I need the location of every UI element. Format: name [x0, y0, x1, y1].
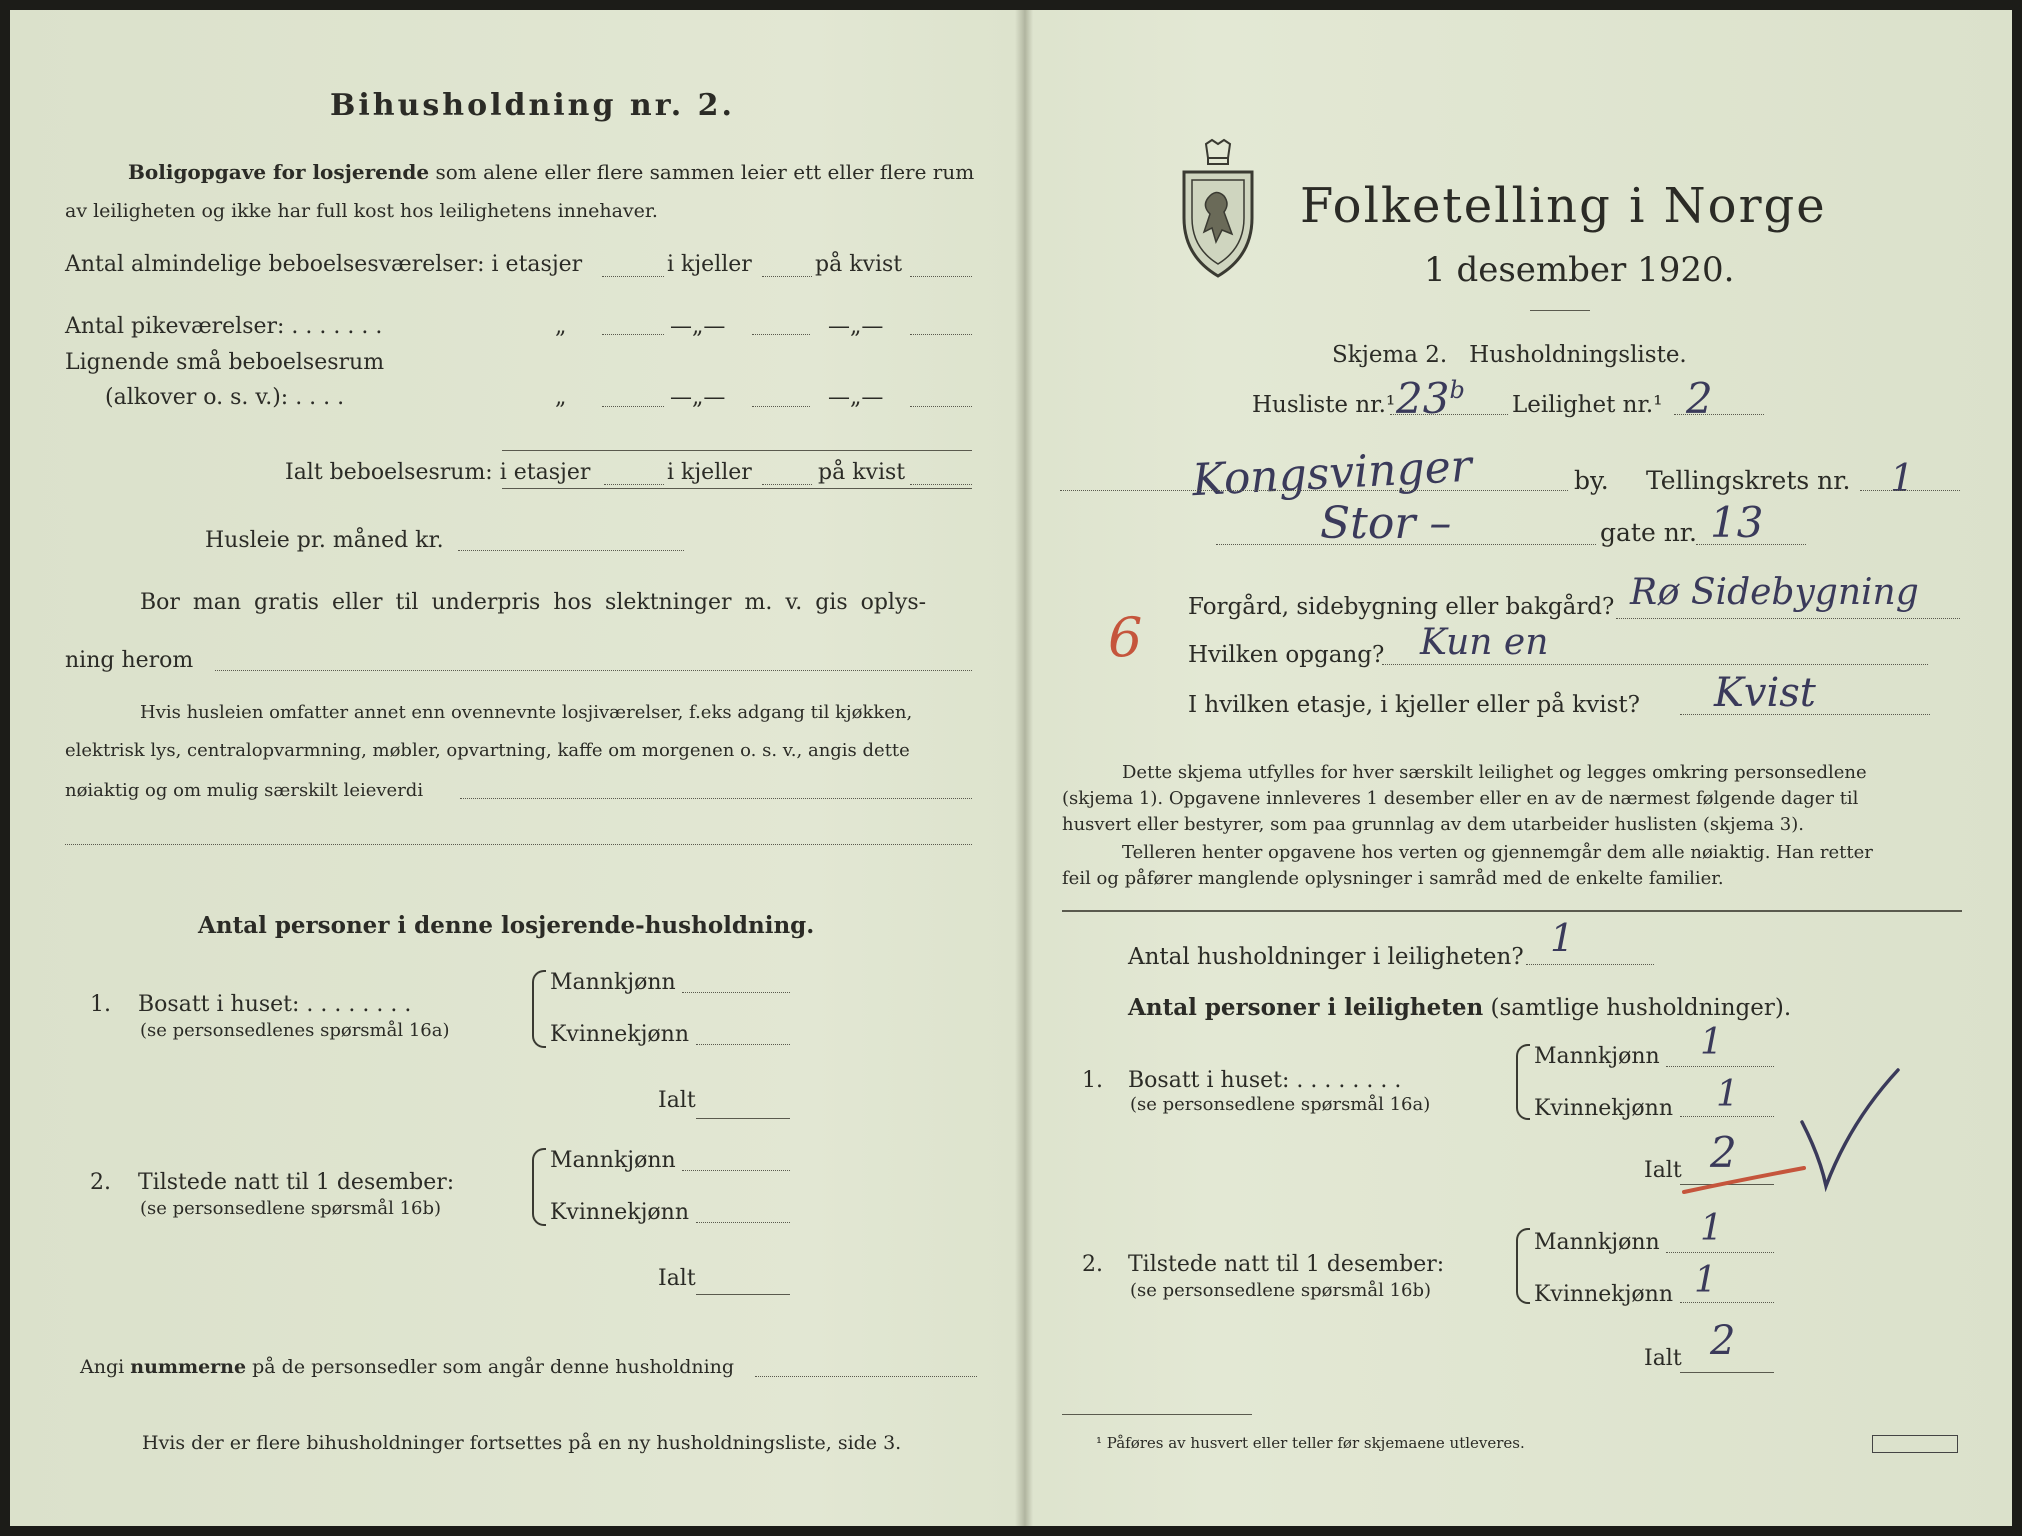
margin-mark: 6: [1108, 606, 1143, 669]
right-q2-ialt: Ialt: [1644, 1346, 1682, 1371]
by-label: by.: [1574, 466, 1609, 495]
left-q2-number: 2.: [90, 1170, 111, 1195]
etasje-label: I hvilken etasje, i kjeller eller på kvist?: [1188, 692, 1640, 718]
antal-husholdninger-label: Antal husholdninger i leiligheten?: [1128, 944, 1524, 970]
by-value: Kongsvinger: [1190, 440, 1473, 507]
husliste-sup: b: [1449, 376, 1465, 404]
opgang-label: Hvilken opgang?: [1188, 642, 1385, 668]
info-line5: feil og påfører manglende oplysninger i samråd med de enkelte familier.: [1062, 868, 1724, 889]
info-line1: Dette skjema utfylles for hver særskilt leilighet og legges omkring personsedlene: [1122, 762, 1867, 783]
pike-ditto: „: [555, 314, 567, 339]
gate-nr-value: 13: [1710, 498, 1764, 547]
rooms-label: Antal almindelige beboelsesværelser: i etasjer: [65, 252, 583, 277]
right-personer-heading: [1128, 994, 1791, 1021]
husliste-value: [1396, 374, 1465, 423]
right-q1-sub: (se personsedlene spørsmål 16a): [1130, 1094, 1431, 1115]
hvis-line1: Hvis husleien omfatter annet enn ovennevnte losjiværelser, f.eks adgang til kjøkken,: [140, 702, 913, 723]
left-intro-line1: [128, 160, 974, 184]
right-date: 1 desember 1920.: [1424, 250, 1735, 290]
leilighet-label: Leilighet nr.¹: [1512, 392, 1663, 418]
right-q2-kvinne-value: 1: [1694, 1260, 1717, 1301]
angi-pre: Angi: [80, 1356, 125, 1378]
antal-husholdninger-value: 1: [1550, 916, 1575, 960]
right-personer-bold: Antal personer i leiligheten: [1128, 994, 1484, 1021]
rooms-kvist: på kvist: [815, 252, 903, 277]
forgaard-label: Forgård, sidebygning eller bakgård?: [1188, 594, 1615, 620]
right-q2-number: 2.: [1082, 1252, 1103, 1277]
ialt-rooms-label: Ialt beboelsesrum: i etasjer: [285, 460, 591, 485]
krets-value: 1: [1890, 456, 1915, 500]
lignende-line1: Lignende små beboelsesrum: [65, 350, 385, 375]
right-q2-ialt-value: 2: [1710, 1318, 1736, 1364]
hvis-line2: elektrisk lys, centralopvarmning, møbler, opvartning, kaffe om morgenen o. s. v., angis dette: [65, 740, 910, 761]
checkmark-icon: [1790, 1062, 1910, 1192]
pike-ditto-3: —„—: [828, 314, 884, 339]
rooms-kjeller: i kjeller: [667, 252, 752, 277]
lignende-line2: (alkover o. s. v.): . . . .: [105, 385, 345, 410]
angi-bold: nummerne: [130, 1356, 247, 1378]
right-q1-label: Bosatt i huset: . . . . . . . .: [1128, 1068, 1402, 1093]
right-q1-mann-value: 1: [1700, 1022, 1723, 1063]
right-q2-mann: Mannkjønn: [1534, 1230, 1660, 1255]
angi-post: på de personsedler som angår denne husholdning: [252, 1356, 735, 1378]
right-q2-mann-value: 1: [1700, 1208, 1723, 1249]
left-intro-rest1: som alene eller flere sammen leier ett eller flere rum: [435, 160, 975, 184]
right-q2-kvinne: Kvinnekjønn: [1534, 1282, 1673, 1307]
pike-ditto-2: —„—: [670, 314, 726, 339]
info-line4: Telleren henter opgavene hos verten og gjennemgår dem alle nøiaktig. Han retter: [1122, 842, 1873, 863]
left-q2-kvinne: Kvinnekjønn: [550, 1200, 689, 1225]
lignende-ditto: „: [555, 385, 567, 410]
forgaard-value: Rø Sidebygning: [1630, 572, 1919, 613]
pike-label: Antal pikeværelser: . . . . . . .: [65, 314, 383, 339]
right-q1-number: 1.: [1082, 1068, 1103, 1093]
right-personer-rest: (samtlige husholdninger).: [1490, 995, 1792, 1021]
left-q1-label: Bosatt i huset: . . . . . . . .: [138, 992, 412, 1017]
left-q1-ialt: Ialt: [658, 1088, 696, 1113]
right-q1-mann: Mannkjønn: [1534, 1044, 1660, 1069]
census-form-sheet: [10, 10, 2012, 1526]
left-title: Bihusholdning nr. 2.: [330, 88, 735, 123]
husliste-number: 23: [1396, 374, 1450, 423]
lignende-ditto-2: —„—: [670, 385, 726, 410]
left-q1-sub: (se personsedlenes spørsmål 16a): [140, 1020, 450, 1041]
lignende-ditto-3: —„—: [828, 385, 884, 410]
left-q2-sub: (se personsedlene spørsmål 16b): [140, 1198, 442, 1219]
printer-stamp: [1872, 1435, 1958, 1453]
left-q2-mann: Mannkjønn: [550, 1148, 676, 1173]
gate-value: Stor –: [1320, 498, 1452, 549]
krets-label: Tellingskrets nr.: [1646, 466, 1851, 495]
gate-label: gate nr.: [1600, 518, 1697, 547]
leilighet-value: 2: [1686, 374, 1713, 423]
left-q1-kvinne: Kvinnekjønn: [550, 1022, 689, 1047]
husleie-label: Husleie pr. måned kr.: [205, 528, 444, 553]
right-q1-kvinne: Kvinnekjønn: [1534, 1096, 1673, 1121]
left-q1-number: 1.: [90, 992, 111, 1017]
hvis-line3: nøiaktig og om mulig særskilt leieverdi: [65, 780, 424, 801]
right-footnote: ¹ Påføres av husvert eller teller før skjemaene utleveres.: [1096, 1434, 1525, 1452]
left-q2-ialt: Ialt: [658, 1266, 696, 1291]
left-q2-label: Tilstede natt til 1 desember:: [138, 1170, 455, 1195]
right-q1-ialt-value: 2: [1710, 1128, 1737, 1177]
left-q1-mann: Mannkjønn: [550, 970, 676, 995]
right-title: Folketelling i Norge: [1300, 178, 1827, 234]
ialt-rooms-kjeller: i kjeller: [667, 460, 752, 485]
right-q1-ialt: Ialt: [1644, 1158, 1682, 1183]
ialt-rooms-kvist: på kvist: [818, 460, 906, 485]
skjema-label: Skjema 2. Husholdningsliste.: [1332, 342, 1687, 368]
right-q2-label: Tilstede natt til 1 desember:: [1128, 1252, 1445, 1277]
left-intro-line2: av leiligheten og ikke har full kost hos leilighetens innehaver.: [65, 200, 658, 222]
opgang-value: Kun en: [1420, 622, 1549, 663]
page-fold: [1015, 10, 1033, 1526]
gratis-line1: Bor man gratis eller til underpris hos slektninger m. v. gis oplys-: [140, 590, 927, 615]
left-personer-heading: Antal personer i denne losjerende-husholdning.: [198, 912, 815, 939]
info-line3: husvert eller bestyrer, som paa grunnlag av dem utarbeider huslisten (skjema 3).: [1062, 814, 1804, 835]
right-q2-sub: (se personsedlene spørsmål 16b): [1130, 1280, 1432, 1301]
etasje-value: Kvist: [1714, 670, 1816, 716]
info-line2: (skjema 1). Opgavene innleveres 1 desember eller en av de nærmest følgende dager til: [1062, 788, 1859, 809]
angi-line: [80, 1356, 734, 1378]
left-footer: Hvis der er flere bihusholdninger fortsettes på en ny husholdningsliste, side 3.: [142, 1432, 902, 1454]
right-q1-kvinne-value: 1: [1716, 1074, 1739, 1115]
husliste-label: Husliste nr.¹: [1252, 392, 1396, 418]
left-intro-bold: Boligopgave for losjerende: [128, 160, 430, 184]
gratis-line2: ning herom: [65, 648, 194, 673]
norway-coat-of-arms-icon: [1178, 138, 1258, 280]
